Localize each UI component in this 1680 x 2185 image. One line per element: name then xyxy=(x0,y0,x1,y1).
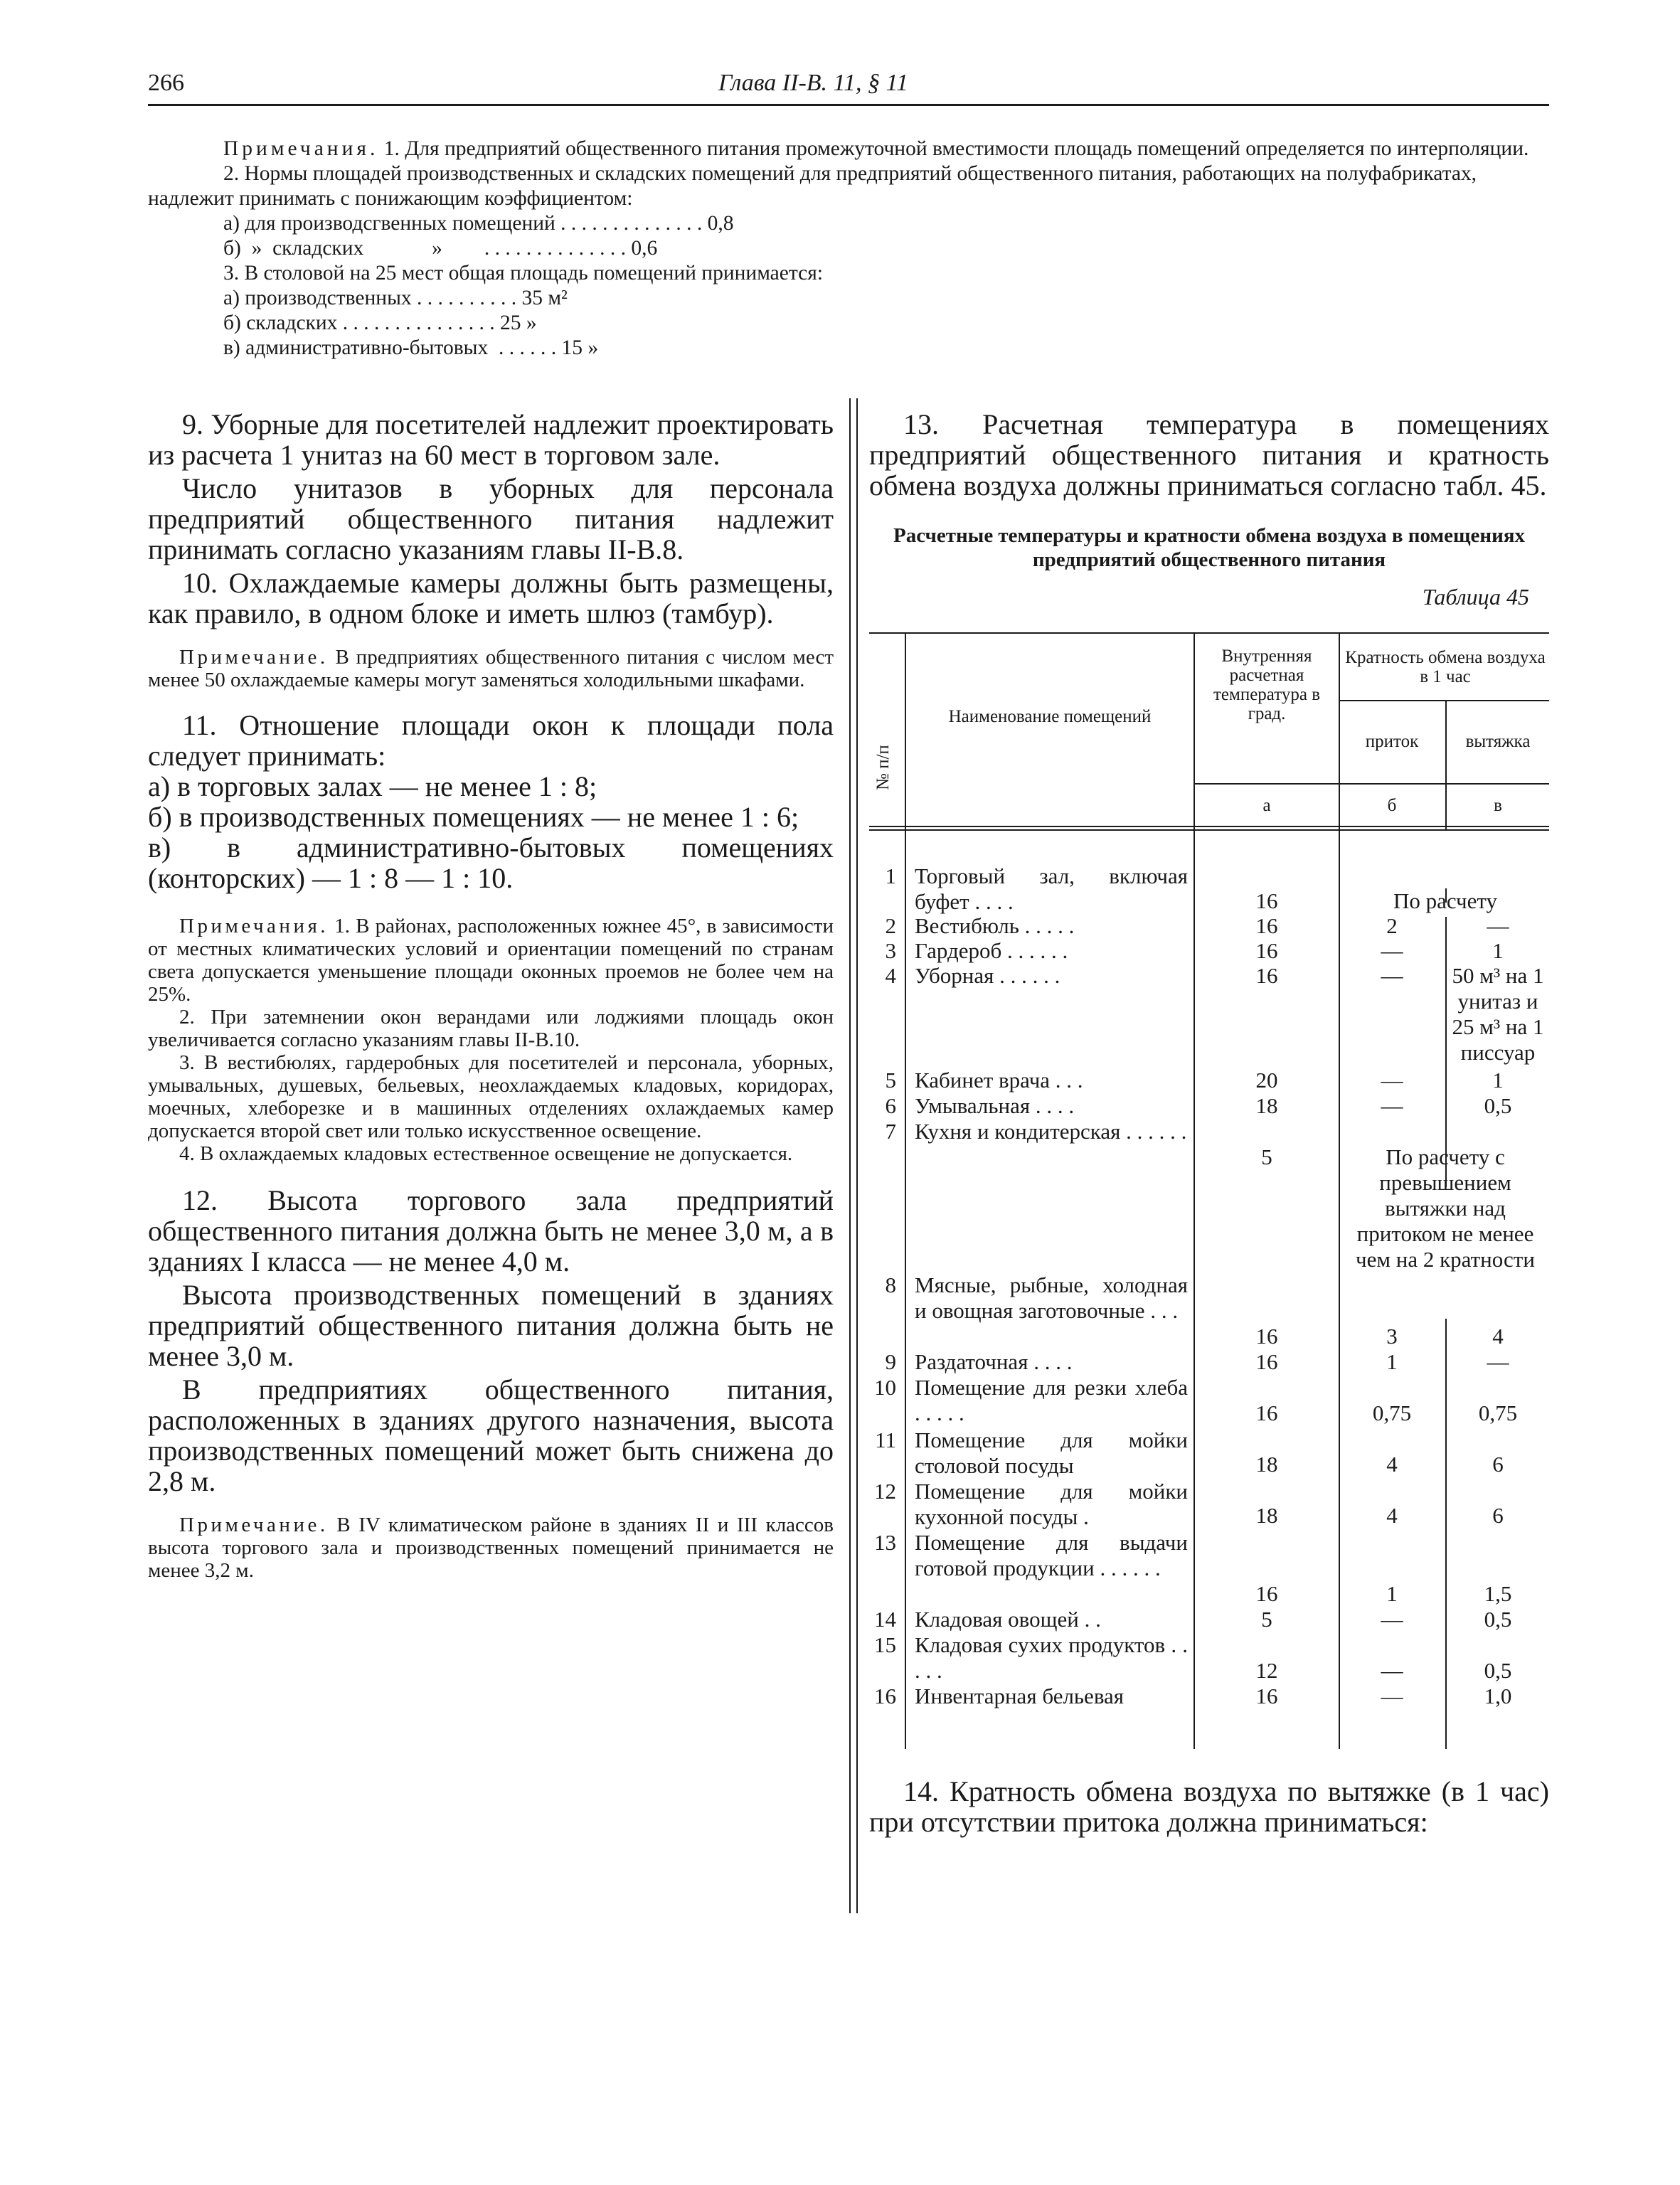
note-3-a: а) производственных . . . . . . . . . . 35 м² xyxy=(223,287,568,309)
row-16-temp: 16 xyxy=(1255,1684,1278,1708)
row-12-temp: 18 xyxy=(1255,1503,1278,1528)
row-5-exhaust: 1 xyxy=(1492,1068,1504,1092)
row-13-supply: 1 xyxy=(1386,1581,1398,1606)
note-11-2: 2. При затемнении окон верандами или лоджиями площадь окон увеличивается согласно указаниям главы II-В.10. xyxy=(148,1006,834,1051)
note-12-body xyxy=(148,1514,834,1582)
top-notes xyxy=(148,137,1549,361)
row-8-supply: 3 xyxy=(1386,1324,1398,1349)
row-16-name: Инвентарная бельевая xyxy=(915,1684,1125,1708)
table-caption: Расчетные температуры и кратности обмена воздуха в помещениях предприятий общественного питания xyxy=(893,524,1526,571)
note-1 xyxy=(148,137,1549,161)
note-1-text: 1. Для предприятий общественного питания промежуточной вместимости площадь помещений определяется по интерполяции. xyxy=(378,137,1529,160)
row-10-exhaust: 0,75 xyxy=(1478,1400,1518,1425)
table-top-rule xyxy=(869,632,1549,634)
header-supply: приток xyxy=(1365,732,1419,751)
paragraph-9: 9. Уборные для посетителей надлежит проектировать из расчета 1 унитаз на 60 мест в торговом зале. xyxy=(148,408,834,471)
note-10 xyxy=(148,646,834,691)
note-10-body xyxy=(148,646,834,691)
row-6-num: 6 xyxy=(885,1093,896,1118)
row-1-num: 1 xyxy=(885,863,896,888)
note-12 xyxy=(148,1514,834,1582)
row-15-name: Кладовая сухих продуктов . . . . . xyxy=(915,1632,1188,1683)
row-10-supply: 0,75 xyxy=(1372,1400,1412,1425)
note-2-a: а) для производсгвенных помещений . . . . . . . . . . . . . . 0,8 xyxy=(223,212,734,235)
row-15-supply: — xyxy=(1381,1658,1403,1683)
row-4-temp: 16 xyxy=(1255,963,1278,988)
row-1-span: По расчету xyxy=(1393,888,1498,913)
left-column xyxy=(148,409,834,1582)
row-6-temp: 18 xyxy=(1255,1093,1278,1118)
row-13-name: Помещение для выдачи готовой продукции . . . . . . xyxy=(915,1530,1188,1580)
row-6-name: Умывальная . . . . xyxy=(915,1093,1075,1118)
row-2-exhaust: — xyxy=(1487,913,1509,938)
col-rule-name xyxy=(1193,632,1195,1749)
row-12-exhaust: 6 xyxy=(1492,1503,1504,1528)
row-15-num: 15 xyxy=(874,1632,896,1657)
row-10-temp: 16 xyxy=(1255,1400,1278,1425)
row-13-num: 13 xyxy=(874,1530,896,1555)
letters-rule xyxy=(1193,783,1549,785)
row-3-temp: 16 xyxy=(1255,938,1278,963)
row-8-temp: 16 xyxy=(1255,1324,1278,1349)
data-table xyxy=(869,632,1549,1749)
page-number: 266 xyxy=(148,70,184,96)
row-5-supply: — xyxy=(1381,1068,1403,1092)
row-12-supply: 4 xyxy=(1386,1503,1398,1528)
row-16-exhaust: 1,0 xyxy=(1484,1684,1512,1708)
row-6-supply: — xyxy=(1381,1093,1403,1118)
row-4-supply: — xyxy=(1381,963,1403,988)
note-11-3: 3. В вестибюлях, гардеробных для посетителей и персонала, уборных, умывальных, душевых, бельевых, неохлаждаемых кладовых, коридорах, моечных, хлеборезке и в машинных отделениях охлаждаемых камер допускается второй свет или только искусственное освещение. xyxy=(148,1051,834,1142)
row-3-exhaust: 1 xyxy=(1492,938,1504,963)
header-col-a: а xyxy=(1262,796,1271,815)
row-9-exhaust: — xyxy=(1487,1349,1509,1374)
row-4-name: Уборная . . . . . . xyxy=(915,963,1060,988)
row-14-exhaust: 0,5 xyxy=(1484,1607,1512,1632)
row-16-num: 16 xyxy=(874,1684,896,1708)
column-separator xyxy=(849,398,858,1913)
row-11-supply: 4 xyxy=(1386,1452,1398,1477)
row-9-supply: 1 xyxy=(1386,1349,1398,1374)
row-7-span: По расчету с превышением вытяжки над притоком не менее чем на 2 кратности xyxy=(1356,1144,1535,1272)
row-4-exhaust: 50 м³ на 1 унитаз и 25 м³ на 1 писсуар xyxy=(1452,963,1544,1065)
paragraph-11c: в) в административно-бытовых помещениях (конторских) — 1 : 8 — 1 : 10. xyxy=(148,831,834,894)
running-title: Глава II-В. 11, § 11 xyxy=(718,70,908,96)
row-16-supply: — xyxy=(1381,1684,1403,1708)
header-temp: Внутренняя расчетная температура в град. xyxy=(1213,647,1320,723)
row-14-temp: 5 xyxy=(1261,1607,1272,1632)
row-1-name: Торговый зал, включая буфет . . . . xyxy=(915,863,1188,914)
row-5-num: 5 xyxy=(885,1068,896,1092)
note-2: 2. Нормы площадей производственных и складских помещений для предприятий общественного питания, работающих на полуфабрикатах, надлежит принимать с понижающим коэффициентом: xyxy=(148,162,1477,210)
paragraph-11a: а) в торговых залах — не менее 1 : 8; xyxy=(148,770,597,802)
row-12-name: Помещение для мойки кухонной посуды . xyxy=(915,1479,1188,1529)
table-label: Таблица 45 xyxy=(1422,584,1529,610)
row-1-temp: 16 xyxy=(1255,888,1278,913)
row-4-num: 4 xyxy=(885,963,896,988)
note-10-label: Примечание. xyxy=(179,646,329,669)
row-3-name: Гардероб . . . . . . xyxy=(915,938,1068,963)
note-11-label: Примечания. xyxy=(179,915,329,937)
note-2-b: б) » складских » . . . . . . . . . . . . . . 0,6 xyxy=(223,237,658,260)
note-11 xyxy=(148,915,834,1165)
row-9-name: Раздаточная . . . . xyxy=(915,1349,1073,1374)
paragraph-12: 12. Высота торгового зала предприятий общественного питания должна быть не менее 3,0 м, а в зданиях I класса — не менее 4,0 м. xyxy=(148,1184,834,1277)
row-7-name: Кухня и кондитерская . . . . . . xyxy=(915,1119,1187,1144)
note-10-text: В предприятиях общественного питания с числом мест менее 50 охлаждаемые камеры могут заменяться холодильными шкафами. xyxy=(148,646,834,691)
paragraph-10: 10. Охлаждаемые камеры должны быть размещены, как правило, в одном блоке и иметь шлюз (тамбур). xyxy=(148,567,834,629)
note-3-b: б) складских . . . . . . . . . . . . . . . 25 » xyxy=(223,312,537,334)
row-10-name: Помещение для резки хлеба . . . . . xyxy=(915,1375,1188,1425)
paragraph-9b: Число унитазов в уборных для персонала предприятий общественного питания надлежит принимать согласно указаниям главы II-В.8. xyxy=(148,472,834,565)
note-11-4: 4. В охлаждаемых кладовых естественное освещение не допускается. xyxy=(179,1142,793,1165)
row-5-temp: 20 xyxy=(1255,1068,1278,1092)
row-2-num: 2 xyxy=(885,913,896,938)
row-15-temp: 12 xyxy=(1255,1658,1278,1683)
row-14-supply: — xyxy=(1381,1607,1403,1632)
note-11-1 xyxy=(148,915,834,1006)
note-11-1-text: 1. В районах, расположенных южнее 45°, в зависимости от местных климатических условий и ориентации помещений по странам света допускается уменьшение площади оконных проемов не более чем на 25%. xyxy=(148,915,834,1006)
header-rate: Кратность обмена воздуха в 1 час xyxy=(1345,648,1546,686)
paragraph-13: 13. Расчетная температура в помещениях предприятий общественного питания и кратность обмена воздуха должны приниматься согласно табл. 45. xyxy=(869,408,1549,501)
table-header-rule xyxy=(869,826,1549,827)
row-7-num: 7 xyxy=(885,1119,896,1144)
row-13-temp: 16 xyxy=(1255,1581,1278,1606)
row-9-num: 9 xyxy=(885,1349,896,1374)
row-8-name: Мясные, рыбные, холодная и овощная заготовочные . . . xyxy=(915,1272,1188,1323)
note-1-label: Примечания. xyxy=(223,137,379,160)
row-8-exhaust: 4 xyxy=(1492,1324,1504,1349)
note-3: 3. В столовой на 25 мест общая площадь помещений принимается: xyxy=(223,262,823,285)
note-12-text: В IV климатическом районе в зданиях II и III классов высота торгового зала и производственных помещений принимается не менее 3,2 м. xyxy=(148,1514,834,1582)
row-7-temp: 5 xyxy=(1261,1144,1272,1169)
note-3-c: в) административно-бытовых . . . . . . 15 » xyxy=(223,336,599,359)
row-2-name: Вестибюль . . . . . xyxy=(915,913,1075,938)
header-col-b: б xyxy=(1387,796,1397,815)
note-12-label: Примечание. xyxy=(179,1514,329,1536)
row-8-num: 8 xyxy=(885,1272,896,1297)
header-rule xyxy=(148,104,1549,106)
row-3-supply: — xyxy=(1381,938,1403,963)
row-11-exhaust: 6 xyxy=(1492,1452,1504,1477)
header-name: Наименование помещений xyxy=(948,707,1152,726)
row-11-temp: 18 xyxy=(1255,1452,1278,1477)
header-exhaust: вытяжка xyxy=(1465,732,1531,751)
header-col-v: в xyxy=(1494,796,1502,815)
rate-subheader-rule xyxy=(1339,700,1549,701)
col-rule-num xyxy=(905,632,906,1749)
paragraph-12c: В предприятиях общественного питания, расположенных в зданиях другого назначения, высота производственных помещений может быть снижена до 2,8 м. xyxy=(148,1373,834,1497)
paragraph-12b: Высота производственных помещений в зданиях предприятий общественного питания должна быть не менее 3,0 м. xyxy=(148,1279,834,1372)
row-10-num: 10 xyxy=(874,1375,896,1400)
row-14-num: 14 xyxy=(874,1607,896,1632)
row-5-name: Кабинет врача . . . xyxy=(915,1068,1083,1092)
table-header-rule-2 xyxy=(869,829,1549,831)
row-12-num: 12 xyxy=(874,1479,896,1504)
row-11-num: 11 xyxy=(875,1428,896,1452)
paragraph-11: 11. Отношение площади окон к площади пола следует принимать: xyxy=(148,709,834,772)
row-15-exhaust: 0,5 xyxy=(1484,1658,1512,1683)
header-num: № п/п xyxy=(873,745,893,790)
row-14-name: Кладовая овощей . . xyxy=(915,1607,1101,1632)
row-9-temp: 16 xyxy=(1255,1349,1278,1374)
paragraph-11b: б) в производственных помещениях — не менее 1 : 6; xyxy=(148,801,799,833)
row-13-exhaust: 1,5 xyxy=(1484,1581,1512,1606)
row-2-temp: 16 xyxy=(1255,913,1278,938)
row-3-num: 3 xyxy=(885,938,896,963)
row-11-name: Помещение для мойки столовой посуды xyxy=(915,1428,1188,1478)
row-2-supply: 2 xyxy=(1386,913,1398,938)
paragraph-14: 14. Кратность обмена воздуха по вытяжке (в 1 час) при отсутствии притока должна приниматься: xyxy=(869,1775,1549,1838)
right-column xyxy=(869,409,1549,1837)
row-6-exhaust: 0,5 xyxy=(1484,1093,1512,1118)
